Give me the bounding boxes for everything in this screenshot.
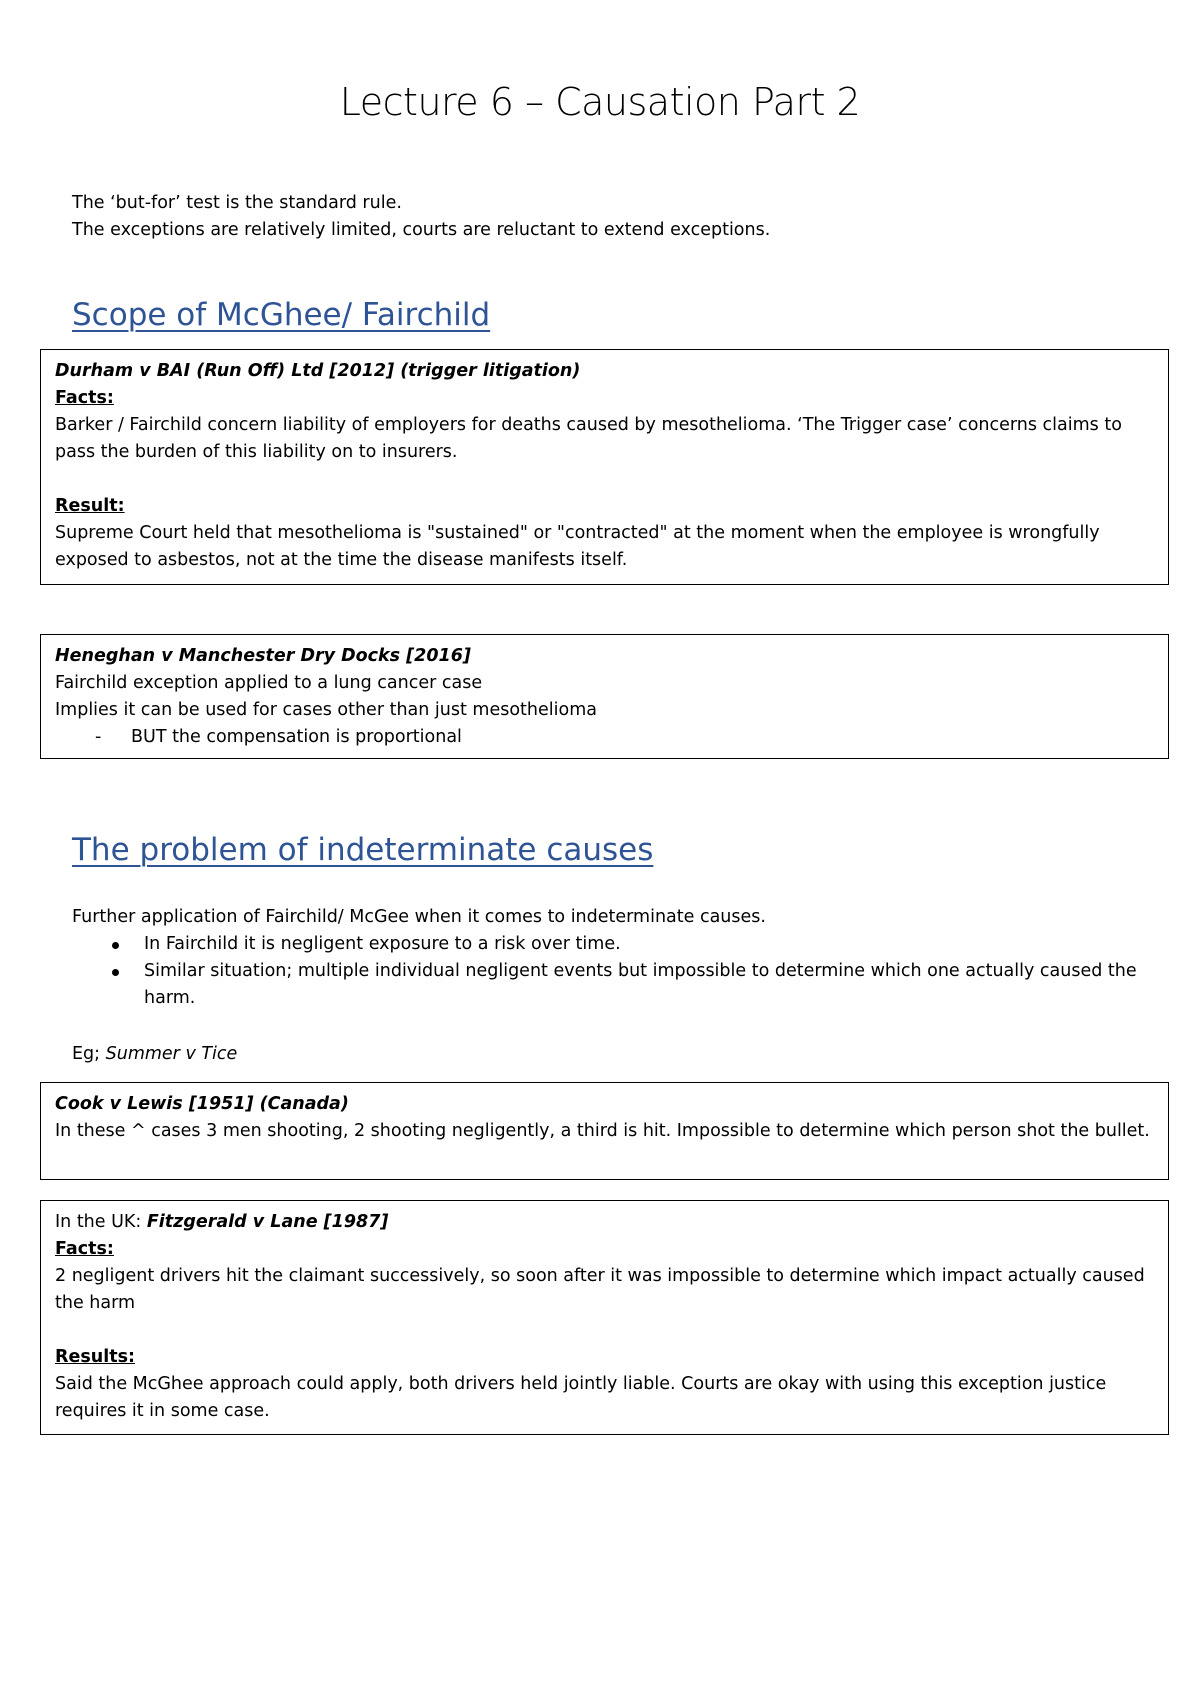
facts-text: 2 negligent drivers hit the claimant successively, so soon after it was impossible to determine which impact actually caused the harm (55, 1266, 1145, 1313)
fitzgerald-title-line (55, 1209, 1154, 1236)
bullet-list (72, 931, 1152, 1012)
case-title-fitzgerald: Fitzgerald v Lane [1987] (146, 1212, 389, 1232)
section-heading-scope: Scope of McGhee/ Fairchild (72, 297, 491, 333)
heneghan-line-2: Implies it can be used for cases other than just mesothelioma (55, 700, 597, 720)
heneghan-line-1: Fairchild exception applied to a lung cancer case (55, 673, 483, 693)
example-line (72, 1041, 237, 1068)
results-text: Said the McGhee approach could apply, both drivers held jointly liable. Courts are okay with using this exception justice requires it in some case. (55, 1374, 1107, 1421)
section-heading-indeterminate: The problem of indeterminate causes (72, 832, 654, 868)
example-case: Summer v Tice (105, 1044, 238, 1064)
bullet-text: In Fairchild it is negligent exposure to a risk over time. (144, 934, 621, 954)
case-title-durham: Durham v BAI (Run Off) Ltd [2012] (trigger litigation) (55, 361, 581, 381)
bullet-dot-icon (112, 969, 119, 976)
bullet-item (72, 931, 1152, 958)
bullet-text: Similar situation; multiple individual negligent events but impossible to determine which one actually caused the harm. (144, 961, 1137, 1008)
facts-text: Barker / Fairchild concern liability of employers for deaths caused by mesothelioma. ‘The Trigger case’ concerns claims to pass the burden of this liability on to insurers. (55, 415, 1122, 462)
result-label: Result: (55, 496, 125, 516)
case-box-cook (40, 1082, 1169, 1180)
intro-line-2: The exceptions are relatively limited, courts are reluctant to extend exceptions. (72, 220, 771, 240)
case-box-fitzgerald (40, 1200, 1169, 1435)
bullet-dot-icon (112, 942, 119, 949)
facts-label: Facts: (55, 388, 114, 408)
page-title: Lecture 6 – Causation Part 2 (339, 80, 861, 124)
facts-label: Facts: (55, 1239, 114, 1259)
case-title-cook: Cook v Lewis [1951] (Canada) (55, 1094, 349, 1114)
case-box-heneghan (40, 634, 1169, 759)
dash-item-text: BUT the compensation is proportional (131, 727, 462, 747)
example-prefix: Eg; (72, 1044, 106, 1064)
indeterminate-intro: Further application of Fairchild/ McGee when it comes to indeterminate causes. (72, 907, 766, 927)
spacer (55, 466, 1154, 493)
results-label: Results: (55, 1347, 135, 1367)
result-text: Supreme Court held that mesothelioma is "sustained" or "contracted" at the moment when the employee is wrongfully exposed to asbestos, not at the time the disease manifests itself. (55, 523, 1100, 570)
case-title-heneghan: Heneghan v Manchester Dry Docks [2016] (55, 646, 471, 666)
spacer (55, 1317, 1154, 1344)
dash-marker: - (95, 727, 102, 747)
bullet-item (72, 958, 1152, 1012)
case-box-durham (40, 349, 1169, 585)
dash-list-item (55, 724, 1154, 751)
intro-line-1: The ‘but-for’ test is the standard rule. (72, 193, 402, 213)
fitzgerald-prefix: In the UK: (55, 1212, 147, 1232)
cook-text: In these ^ cases 3 men shooting, 2 shooting negligently, a third is hit. Impossible to determine which person shot the bullet. (55, 1121, 1150, 1141)
